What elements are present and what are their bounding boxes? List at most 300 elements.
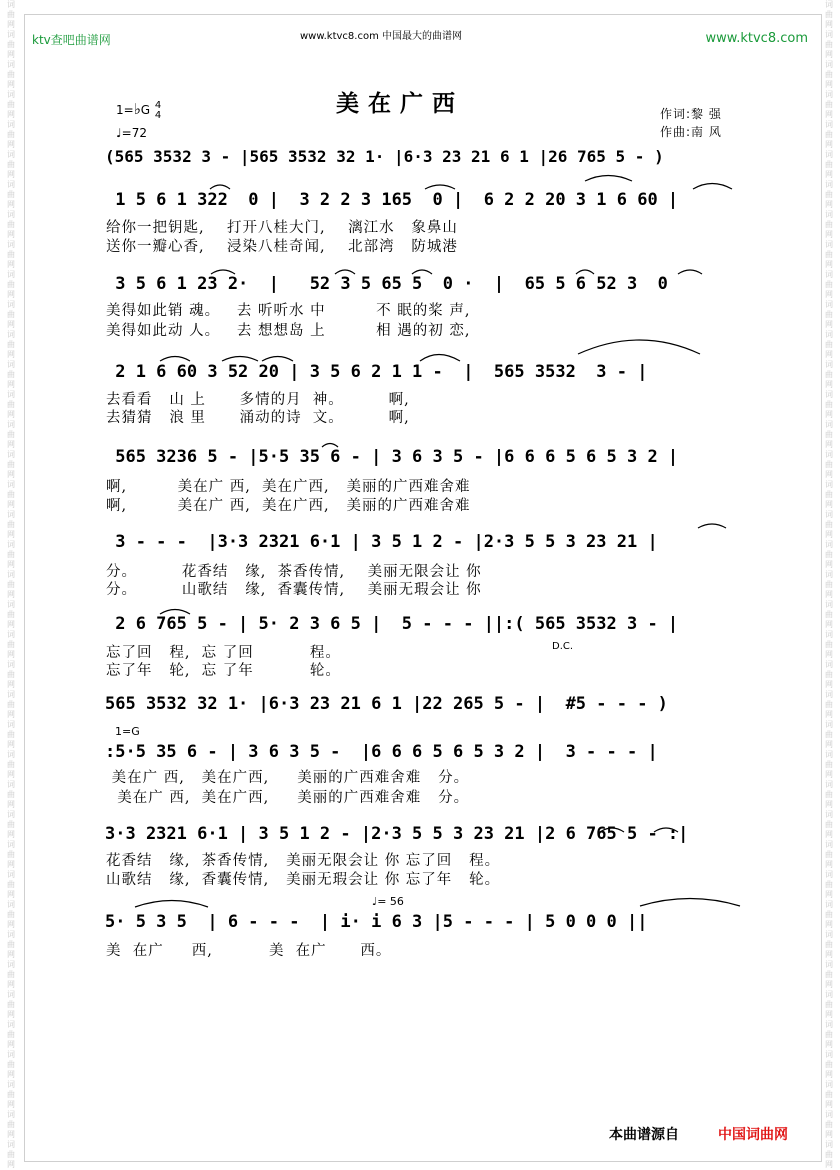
score-row: 3 5 6 1 23 2· | 52 3 5 65 5 0 · | 65 5 6 52 3 0 (105, 274, 668, 294)
watermark-char: 曲 (7, 490, 15, 499)
slur (135, 901, 208, 908)
watermark-char: 网 (7, 590, 15, 599)
watermark-char: 词 (825, 1110, 833, 1119)
watermark-char: 词 (825, 450, 833, 459)
watermark-char: 网 (825, 320, 833, 329)
watermark-char: 网 (7, 950, 15, 959)
watermark-char: 曲 (825, 1120, 833, 1129)
watermark-char: 网 (825, 1130, 833, 1139)
watermark-char: 词 (7, 420, 15, 429)
watermark-char: 曲 (825, 970, 833, 979)
watermark-char: 曲 (825, 130, 833, 139)
watermark-char: 词 (825, 810, 833, 819)
watermark-char: 词 (825, 930, 833, 939)
watermark-char: 网 (825, 380, 833, 389)
watermark-char: 词 (825, 90, 833, 99)
lyric-line: 美 在广 西, 美 在广 西。 (106, 943, 392, 959)
watermark-char: 网 (7, 260, 15, 269)
watermark-char: 网 (7, 1160, 15, 1169)
watermark-char: 曲 (825, 460, 833, 469)
watermark-char: 词 (825, 780, 833, 789)
watermark-char: 曲 (825, 340, 833, 349)
watermark-char: 曲 (825, 70, 833, 79)
watermark-char: 网 (7, 1070, 15, 1079)
lyric-line: 给你一把钥匙, 打开八桂大门, 漓江水 象鼻山 (106, 220, 458, 236)
watermark-char: 曲 (825, 190, 833, 199)
watermark-char: 词 (825, 420, 833, 429)
watermark-char: 曲 (7, 820, 15, 829)
slur (693, 184, 732, 190)
watermark-char: 网 (825, 290, 833, 299)
watermark-char: 曲 (825, 790, 833, 799)
watermark-char: 词 (7, 510, 15, 519)
watermark-char: 网 (825, 200, 833, 209)
watermark-char: 曲 (7, 880, 15, 889)
watermark-char: 词 (825, 330, 833, 339)
watermark-char: 曲 (825, 1000, 833, 1009)
watermark-char: 词 (7, 360, 15, 369)
watermark-char: 词 (7, 870, 15, 879)
lyric-line: 去猜猜 浪 里 涌动的诗 文。 啊, (106, 410, 410, 426)
watermark-char: 词 (825, 1020, 833, 1029)
watermark-char: 曲 (7, 280, 15, 289)
score-row: 565 3236 5 - |5·5 35 6 - | 3 6 3 5 - |6 6 6 5 6 5 3 2 | (105, 447, 679, 467)
watermark-char: 词 (825, 390, 833, 399)
slur (222, 357, 258, 362)
watermark-char: 词 (7, 30, 15, 39)
watermark-char: 词 (825, 210, 833, 219)
lyric-line: 美得如此动 人。 去 想想岛 上 相 遇的初 恋, (106, 323, 471, 339)
watermark-char: 曲 (7, 970, 15, 979)
watermark-char: 曲 (825, 850, 833, 859)
watermark-char: 词 (825, 720, 833, 729)
watermark-char: 曲 (7, 1000, 15, 1009)
watermark-char: 词 (825, 240, 833, 249)
watermark-char: 网 (825, 680, 833, 689)
watermark-char: 曲 (825, 220, 833, 229)
score-row: :5·5 35 6 - | 3 6 3 5 - |6 6 6 5 6 5 3 2 | 3 - - - | (105, 742, 658, 762)
watermark-char: 网 (825, 410, 833, 419)
tempo-marking: ♩=72 (116, 126, 147, 140)
slur (211, 270, 235, 274)
watermark-char: 词 (7, 540, 15, 549)
watermark-char: 网 (7, 350, 15, 359)
watermark-char: 网 (7, 200, 15, 209)
watermark-char: 词 (825, 1140, 833, 1149)
watermark-char: 曲 (7, 160, 15, 169)
score-row: 3·3 2321 6·1 | 3 5 1 2 - |2·3 5 5 3 23 21 |2 6 765 5 - :| (105, 824, 689, 844)
watermark-char: 网 (7, 710, 15, 719)
watermark-char: 曲 (7, 10, 15, 19)
watermark-char: 词 (825, 600, 833, 609)
watermark-char: 网 (825, 920, 833, 929)
watermark-char: 曲 (825, 400, 833, 409)
slur (160, 610, 190, 615)
watermark-char: 网 (825, 620, 833, 629)
watermark-char: 曲 (7, 850, 15, 859)
watermark-char: 词 (825, 510, 833, 519)
watermark-char: 曲 (825, 580, 833, 589)
watermark-char: 词 (7, 1140, 15, 1149)
watermark-char: 网 (825, 260, 833, 269)
watermark-char: 网 (7, 50, 15, 59)
watermark-char: 曲 (7, 760, 15, 769)
watermark-char: 曲 (7, 730, 15, 739)
watermark-char: 曲 (825, 910, 833, 919)
watermark-char: 网 (7, 80, 15, 89)
watermark-char: 网 (7, 320, 15, 329)
watermark-char: 曲 (7, 520, 15, 529)
watermark-char: 网 (7, 20, 15, 29)
slur (654, 828, 678, 832)
watermark-char: 词 (825, 0, 833, 9)
watermark-char: 网 (825, 350, 833, 359)
footer-site-link[interactable]: 中国词曲网 (718, 1127, 788, 1143)
watermark-char: 词 (7, 990, 15, 999)
key-label: 1= (116, 103, 134, 117)
watermark-char: 词 (825, 870, 833, 879)
watermark-char: 曲 (825, 1150, 833, 1159)
watermark-char: 曲 (825, 640, 833, 649)
watermark-char: 曲 (7, 1120, 15, 1129)
slur (335, 270, 355, 274)
watermark-char: 词 (825, 840, 833, 849)
watermark-char: 词 (7, 0, 15, 9)
score-row: 5· 5 3 5 | 6 - - - | i· i 6 3 |5 - - - | 5 0 0 0 || (105, 912, 648, 932)
watermark-char: 曲 (7, 370, 15, 379)
slur (322, 444, 338, 448)
watermark-char: 词 (7, 150, 15, 159)
watermark-char: 网 (7, 890, 15, 899)
watermark-char: 网 (825, 1160, 833, 1169)
watermark-char: 词 (7, 750, 15, 759)
footer-source-label: 本曲谱源自 (609, 1127, 679, 1143)
watermark-char: 曲 (7, 70, 15, 79)
lyricist-credit: 作词:黎 强 (660, 107, 722, 121)
watermark-char: 词 (825, 660, 833, 669)
watermark-char: 词 (825, 630, 833, 639)
lyric-line: 忘了回 程, 忘 了回 程。 (106, 645, 341, 661)
watermark-char: 网 (825, 530, 833, 539)
watermark-char: 曲 (825, 310, 833, 319)
watermark-char: 词 (7, 780, 15, 789)
watermark-char: 词 (7, 1050, 15, 1059)
watermark-char: 词 (7, 210, 15, 219)
lyric-line: 忘了年 轮, 忘 了年 轮。 (106, 663, 341, 679)
watermark-char: 网 (7, 680, 15, 689)
watermark-char: 词 (825, 150, 833, 159)
header-url[interactable]: www.ktvc8.com (705, 31, 808, 46)
watermark-char: 曲 (825, 100, 833, 109)
watermark-char: 网 (825, 440, 833, 449)
time-top: 4 (154, 99, 162, 111)
watermark-char: 词 (825, 60, 833, 69)
watermark-char: 曲 (7, 190, 15, 199)
watermark-char: 曲 (7, 1090, 15, 1099)
slur (698, 524, 726, 528)
watermark-char: 词 (825, 960, 833, 969)
slur (262, 357, 293, 362)
watermark-char: 网 (825, 110, 833, 119)
header-center-text[interactable]: www.ktvc8.com 中国最大的曲谱网 (300, 31, 463, 42)
watermark-char: 网 (7, 440, 15, 449)
watermark-char: 词 (7, 60, 15, 69)
dc-marking: D.C. (552, 641, 574, 652)
lyric-line: 啊, 美在广 西, 美在广西, 美丽的广西难舍难 (106, 498, 471, 514)
watermark-char: 网 (7, 920, 15, 929)
score-row: 565 3532 32 1· |6·3 23 21 6 1 |22 265 5 - | #5 - - - ) (105, 694, 668, 714)
watermark-char: 网 (825, 50, 833, 59)
watermark-char: 曲 (825, 520, 833, 529)
watermark-char: 曲 (825, 1090, 833, 1099)
watermark-char: 曲 (825, 700, 833, 709)
watermark-char: 网 (825, 1040, 833, 1049)
watermark-char: 曲 (7, 40, 15, 49)
watermark-char: 词 (7, 900, 15, 909)
watermark-char: 网 (7, 1010, 15, 1019)
watermark-char: 网 (825, 590, 833, 599)
watermark-char: 曲 (825, 610, 833, 619)
watermark-char: 词 (7, 630, 15, 639)
watermark-char: 词 (7, 450, 15, 459)
watermark-char: 词 (825, 690, 833, 699)
watermark-char: 曲 (825, 10, 833, 19)
watermark-char: 网 (7, 1130, 15, 1139)
watermark-char: 网 (825, 170, 833, 179)
watermark-char: 网 (825, 950, 833, 959)
watermark-char: 网 (825, 1070, 833, 1079)
watermark-char: 词 (825, 750, 833, 759)
watermark-char: 词 (825, 270, 833, 279)
watermark-char: 网 (7, 170, 15, 179)
watermark-char: 曲 (825, 1030, 833, 1039)
slur (420, 355, 460, 362)
slur (210, 185, 230, 189)
watermark-char: 曲 (825, 1060, 833, 1069)
watermark-char: 网 (7, 560, 15, 569)
watermark-char: 曲 (825, 730, 833, 739)
watermark-char: 曲 (825, 430, 833, 439)
score-row: 2 1 6 60 3 52 20 | 3 5 6 2 1 1 - | 565 3532 3 - | (105, 362, 648, 382)
tempo-change-value: = 56 (377, 895, 404, 908)
watermark-char: 词 (7, 90, 15, 99)
watermark-char: 网 (825, 560, 833, 569)
watermark-char: 网 (825, 830, 833, 839)
watermark-char: 网 (825, 1100, 833, 1109)
lyric-line: 啊, 美在广 西, 美在广西, 美丽的广西难舍难 (106, 479, 471, 495)
watermark-char: 词 (825, 990, 833, 999)
watermark-char: 网 (7, 110, 15, 119)
time-bottom: 4 (154, 109, 162, 121)
score-row: (565 3532 3 - |565 3532 32 1· |6·3 23 21 6 1 |26 765 5 - ) (105, 147, 664, 166)
watermark-char: 词 (7, 930, 15, 939)
slur (412, 270, 432, 274)
watermark-char: 网 (7, 140, 15, 149)
lyric-line: 山歌结 缘, 香囊传情, 美丽无瑕会让 你 忘了年 轮。 (106, 872, 501, 888)
watermark-char: 词 (7, 1110, 15, 1119)
watermark-char: 网 (825, 860, 833, 869)
watermark-char: 词 (825, 1080, 833, 1089)
watermark-char: 词 (7, 480, 15, 489)
lyric-line: 美在广 西, 美在广西, 美丽的广西难舍难 分。 (106, 790, 470, 806)
watermark-char: 曲 (7, 130, 15, 139)
tempo-value: =72 (121, 126, 147, 140)
watermark-char: 网 (825, 800, 833, 809)
slur (585, 176, 632, 182)
watermark-char: 网 (7, 650, 15, 659)
watermark-char: 网 (7, 740, 15, 749)
score-row: 2 6 765 5 - | 5· 2 3 6 5 | 5 - - - ||:( 565 3532 3 - | (105, 614, 679, 634)
watermark-char: 词 (7, 840, 15, 849)
watermark-char: 词 (825, 570, 833, 579)
watermark-char: 词 (7, 600, 15, 609)
watermark-char: 网 (7, 530, 15, 539)
watermark-char: 曲 (7, 580, 15, 589)
watermark-char: 网 (825, 80, 833, 89)
watermark-char: 网 (7, 1100, 15, 1109)
watermark-char: 词 (7, 390, 15, 399)
watermark-char: 曲 (7, 100, 15, 109)
watermark-char: 曲 (7, 220, 15, 229)
watermark-char: 曲 (7, 910, 15, 919)
watermark-char: 曲 (825, 280, 833, 289)
watermark-char: 网 (7, 470, 15, 479)
watermark-char: 曲 (7, 550, 15, 559)
watermark-char: 词 (7, 120, 15, 129)
watermark-char: 网 (825, 980, 833, 989)
watermark-char: 网 (7, 980, 15, 989)
watermark-char: 网 (7, 230, 15, 239)
watermark-char: 曲 (825, 760, 833, 769)
watermark-char: 曲 (825, 250, 833, 259)
lyric-line: 花香结 缘, 茶香传情, 美丽无限会让 你 忘了回 程。 (106, 853, 501, 869)
watermark-char: 曲 (825, 550, 833, 559)
watermark-char: 网 (825, 650, 833, 659)
slur (425, 185, 455, 189)
watermark-char: 曲 (7, 1030, 15, 1039)
watermark-char: 词 (7, 240, 15, 249)
watermark-char: 词 (7, 1080, 15, 1089)
watermark-char: 曲 (7, 460, 15, 469)
watermark-char: 网 (7, 410, 15, 419)
watermark-char: 词 (7, 1020, 15, 1029)
watermark-char: 网 (825, 500, 833, 509)
watermark-char: 曲 (825, 490, 833, 499)
watermark-char: 词 (825, 900, 833, 909)
watermark-char: 曲 (7, 640, 15, 649)
lyric-line: 分。 山歌结 缘, 香囊传情, 美丽无瑕会让 你 (106, 582, 482, 598)
watermark-char: 网 (825, 1010, 833, 1019)
watermark-char: 词 (825, 120, 833, 129)
watermark-char: 网 (7, 380, 15, 389)
watermark-char: 词 (825, 360, 833, 369)
watermark-char: 词 (825, 30, 833, 39)
watermark-char: 词 (7, 690, 15, 699)
lyric-line: 美得如此销 魂。 去 听听水 中 不 眠的桨 声, (106, 303, 471, 319)
watermark-char: 网 (7, 860, 15, 869)
watermark-char: 曲 (825, 160, 833, 169)
watermark-char: 网 (7, 770, 15, 779)
header-site-name[interactable]: ktv查吧曲谱网 (32, 33, 111, 47)
watermark-char: 曲 (7, 400, 15, 409)
composer-credit: 作曲:南 风 (660, 125, 722, 139)
watermark-char: 网 (825, 890, 833, 899)
watermark-char: 曲 (825, 370, 833, 379)
watermark-char: 词 (7, 330, 15, 339)
lyric-line: 去看看 山 上 多情的月 神。 啊, (106, 392, 410, 408)
watermark-char: 网 (825, 710, 833, 719)
watermark-char: 网 (7, 830, 15, 839)
watermark-char: 网 (7, 800, 15, 809)
watermark-char: 网 (825, 140, 833, 149)
slur (600, 828, 624, 832)
watermark-char: 词 (825, 540, 833, 549)
watermark-char: 曲 (7, 1150, 15, 1159)
watermark-char: 词 (7, 960, 15, 969)
key-change: 1=G (115, 725, 140, 738)
watermark-char: 词 (7, 810, 15, 819)
lyric-line: 送你一瓣心香, 浸染八桂奇闻, 北部湾 防城港 (106, 239, 458, 255)
watermark-char: 词 (7, 660, 15, 669)
watermark-char: 曲 (825, 820, 833, 829)
watermark-char: 词 (825, 300, 833, 309)
song-title: 美在广西 (336, 91, 464, 117)
watermark-char: 曲 (7, 670, 15, 679)
watermark-char: 曲 (7, 310, 15, 319)
watermark-char: 词 (7, 270, 15, 279)
tempo-change: ♩= 56 (372, 895, 404, 908)
slur (576, 270, 594, 274)
slur (678, 270, 702, 274)
score-row: 1 5 6 1 322 0 | 3 2 2 3 165 0 | 6 2 2 20 3 1 6 60 | (105, 190, 679, 210)
watermark-char: 词 (7, 300, 15, 309)
key-signature: 1=♭G 4 4 (116, 99, 162, 121)
watermark-char: 曲 (825, 670, 833, 679)
watermark-char: 曲 (7, 340, 15, 349)
slur (578, 340, 700, 354)
slur (640, 899, 740, 907)
slur (160, 357, 190, 362)
watermark-char: 曲 (7, 250, 15, 259)
key-note: G (140, 103, 151, 117)
watermark-char: 曲 (7, 700, 15, 709)
watermark-char: 网 (825, 740, 833, 749)
watermark-char: 词 (7, 180, 15, 189)
watermark-char: 网 (7, 290, 15, 299)
watermark-char: 网 (825, 230, 833, 239)
watermark-char: 词 (825, 480, 833, 489)
watermark-char: 网 (7, 620, 15, 629)
watermark-char: 曲 (7, 1060, 15, 1069)
watermark-char: 网 (825, 770, 833, 779)
watermark-char: 网 (825, 20, 833, 29)
watermark-char: 网 (7, 1040, 15, 1049)
watermark-char: 曲 (825, 940, 833, 949)
watermark-char: 词 (7, 570, 15, 579)
watermark-char: 曲 (825, 40, 833, 49)
watermark-char: 曲 (7, 790, 15, 799)
lyric-line: 美在广 西, 美在广西, 美丽的广西难舍难 分。 (106, 770, 470, 786)
watermark-char: 网 (7, 500, 15, 509)
lyric-line: 分。 花香结 缘, 茶香传情, 美丽无限会让 你 (106, 564, 482, 580)
watermark-char: 网 (825, 470, 833, 479)
watermark-char: 词 (825, 1050, 833, 1059)
watermark-char: 曲 (7, 610, 15, 619)
watermark-char: 词 (7, 720, 15, 729)
score-row: 3 - - - |3·3 2321 6·1 | 3 5 1 2 - |2·3 5 5 3 23 21 | (105, 532, 658, 552)
watermark-char: 曲 (7, 940, 15, 949)
watermark-char: 词 (825, 180, 833, 189)
